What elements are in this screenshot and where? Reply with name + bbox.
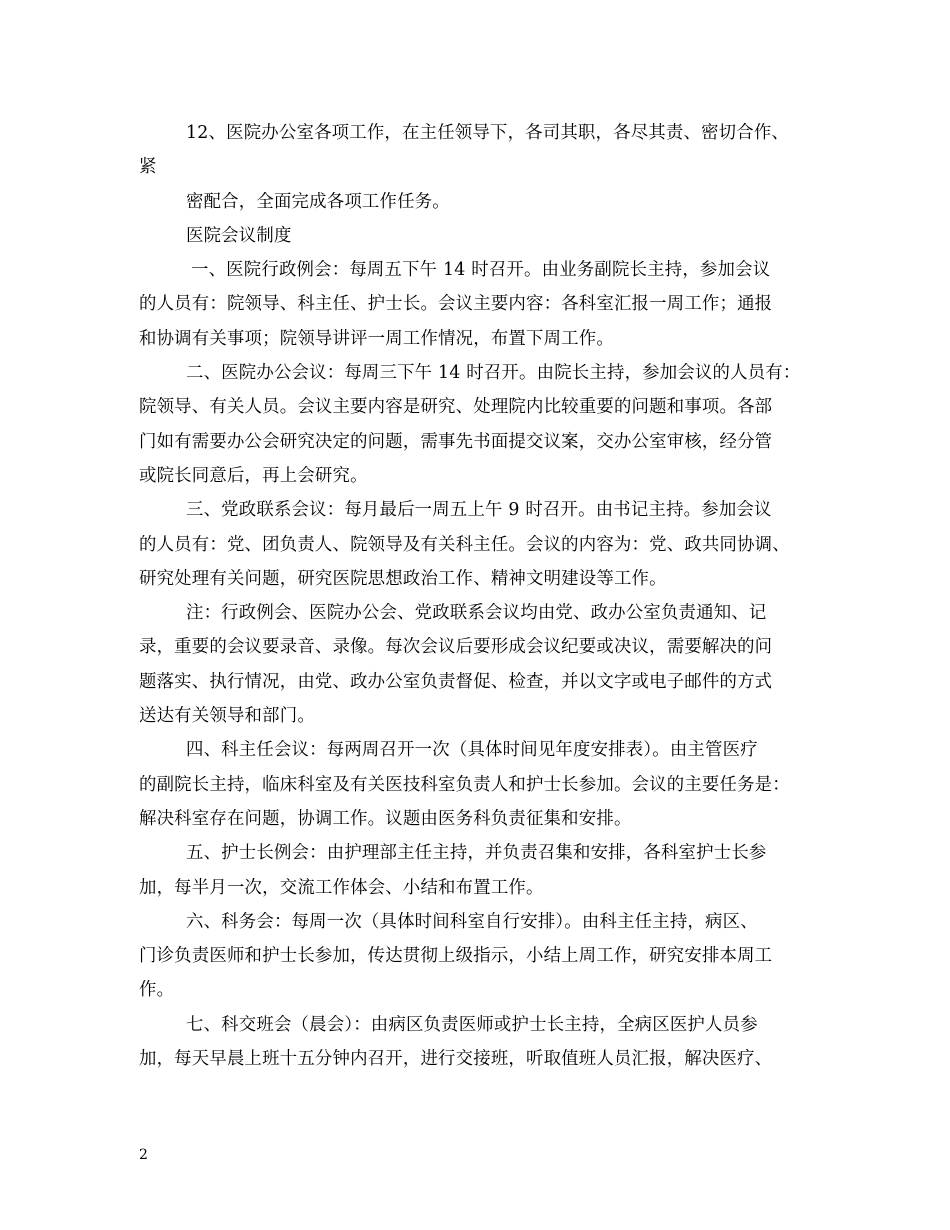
document-body xyxy=(139,116,819,1076)
paragraph-line: 12、医院办公室各项工作，在主任领导下，各司其职，各尽其责、密切合作、 xyxy=(186,123,790,143)
paragraph-line: 的人员有：党、团负责人、院领导及有关科主任。会议的内容为：党、政共同协调、 xyxy=(139,534,790,555)
paragraph-line: 四、科主任会议：每两周召开一次（具体时间见年度安排表）。由主管医疗 xyxy=(186,740,758,761)
paragraph-line: 加，每天早晨上班十五分钟内召开，进行交接班，听取值班人员汇报，解决医疗、 xyxy=(139,1049,773,1070)
paragraph-line: 二、医院办公会议：每周三下午 14 时召开。由院长主持，参加会议的人员有： xyxy=(186,363,801,384)
paragraph-line: 门如有需要办公会研究决定的问题，需事先书面提交议案，交办公室审核，经分管 xyxy=(139,431,773,452)
paragraph-line: 解决科室存在问题，协调工作。议题由医务科负责征集和安排。 xyxy=(139,808,632,829)
paragraph-line: 七、科交班会（晨会）：由病区负责医师或护士长主持，全病区医护人员参 xyxy=(186,1014,758,1035)
paragraph-line: 六、科务会：每周一次（具体时间科室自行安排）。由科主任主持，病区、 xyxy=(186,911,758,932)
paragraph-line: 或院长同意后，再上会研究。 xyxy=(139,465,368,486)
section-title: 医院会议制度 xyxy=(186,225,292,246)
paragraph-line: 和协调有关事项；院领导讲评一周工作情况，布置下周工作。 xyxy=(139,328,614,349)
paragraph-line: 门诊负责医师和护士长参加，传达贯彻上级指示，小结上周工作，研究安排本周工 xyxy=(139,946,773,967)
note-line: 送达有关领导和部门。 xyxy=(139,706,315,727)
paragraph-line: 密配合，全面完成各项工作任务。 xyxy=(186,191,450,212)
note-line: 注：行政例会、医院办公会、党政联系会议均由党、政办公室负责通知、记 xyxy=(186,603,767,624)
paragraph-line: 的副院长主持，临床科室及有关医技科室负责人和护士长参加。会议的主要任务是： xyxy=(139,774,790,795)
note-line: 题落实、执行情况，由党、政办公室负责督促、检查，并以文字或电子邮件的方式 xyxy=(139,671,773,692)
paragraph-line: 紧 xyxy=(139,157,157,178)
paragraph-line: 五、护士长例会：由护理部主任主持，并负责召集和安排，各科室护士长参 xyxy=(186,843,767,864)
paragraph-line: 作。 xyxy=(139,980,175,1001)
paragraph-line: 研究处理有关问题，研究医院思想政治工作、精神文明建设等工作。 xyxy=(139,568,667,589)
paragraph-line: 加，每半月一次，交流工作体会、小结和布置工作。 xyxy=(139,877,544,898)
paragraph-line: 三、党政联系会议：每月最后一周五上午 9 时召开。由书记主持。参加会议 xyxy=(186,500,772,521)
note-line: 录，重要的会议要录音、录像。每次会议后要形成会议纪要或决议，需要解决的问 xyxy=(139,637,773,658)
paragraph-line: 一、医院行政例会：每周五下午 14 时召开。由业务副院长主持，参加会议 xyxy=(191,260,771,281)
paragraph-line: 院领导、有关人员。会议主要内容是研究、处理院内比较重要的问题和事项。各部 xyxy=(139,397,773,418)
paragraph-line: 的人员有：院领导、科主任、护士长。会议主要内容：各科室汇报一周工作；通报 xyxy=(139,294,773,315)
page-number: 2 xyxy=(139,1147,148,1163)
